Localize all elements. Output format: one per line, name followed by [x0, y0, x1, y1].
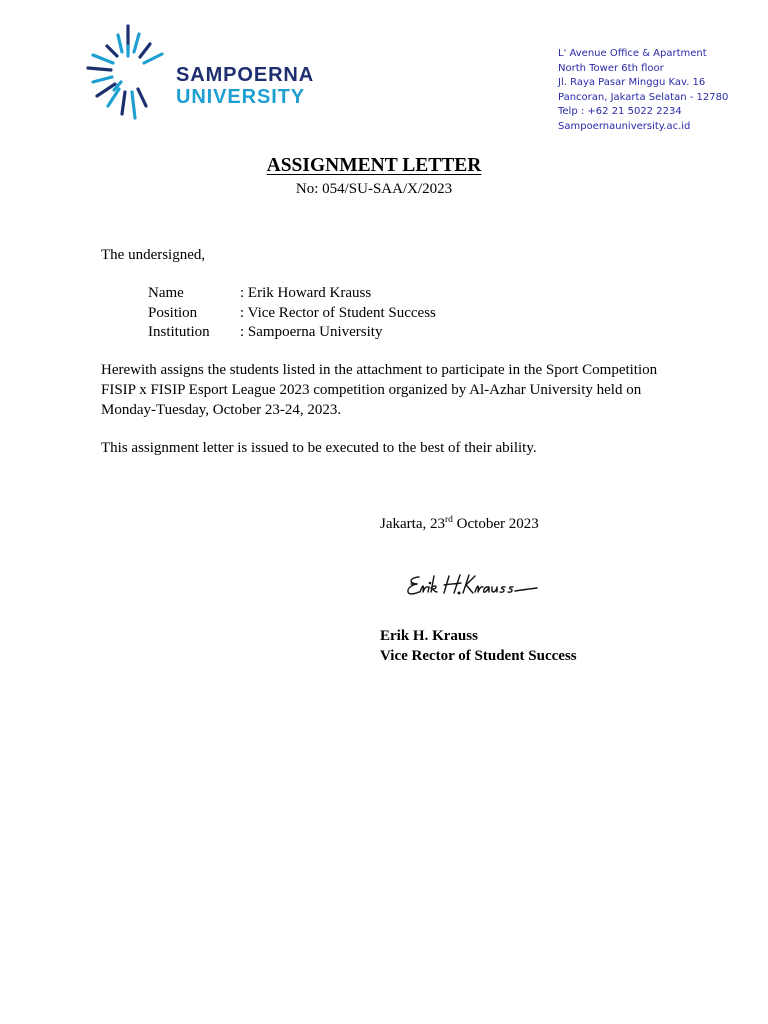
paragraph-line: FISIP x FISIP Esport League 2023 competition organized by Al-Azhar University held on: [101, 382, 642, 398]
logo-wordmark-line2: UNIVERSITY: [176, 86, 306, 108]
signatory-block: [380, 627, 577, 666]
identity-label: Institution: [148, 324, 210, 340]
identity-label: Name: [148, 285, 184, 301]
signatory-title: Vice Rector of Student Success: [380, 647, 577, 664]
identity-label: Position: [148, 304, 198, 321]
handwritten-signature: [405, 571, 540, 599]
address-line: Jl. Raya Pasar Minggu Kav. 16: [558, 77, 706, 88]
letter-number: No: 054/SU-SAA/X/2023: [295, 181, 453, 197]
date-ordinal: rd: [444, 515, 453, 525]
letter-title-text: ASSIGNMENT LETTER: [266, 155, 482, 176]
salutation: The undersigned,: [101, 247, 206, 263]
identity-value: : Sampoerna University: [240, 324, 383, 340]
address-line: North Tower 6th floor: [558, 62, 664, 74]
address-website: Sampoernauniversity.ac.id: [558, 120, 691, 132]
closing-paragraph: This assignment letter is issued to be executed to the best of their ability.: [101, 440, 537, 456]
address-line: L' Avenue Office & Apartment: [558, 48, 707, 59]
date-prefix: Jakarta, 23: [380, 516, 445, 532]
logo-wordmark-line1: SAMPOERNA: [176, 64, 315, 86]
university-logo-burst-icon: [84, 22, 168, 122]
address-phone: Telp : +62 21 5022 2234: [558, 106, 682, 117]
letter-date: [380, 514, 539, 536]
signatory-name: Erik H. Krauss: [380, 628, 478, 644]
office-address: [558, 47, 728, 134]
date-suffix: October 2023: [452, 516, 539, 532]
paragraph-line: Monday-Tuesday, October 23-24, 2023.: [101, 402, 342, 418]
paragraph-line: Herewith assigns the students listed in the attachment to participate in the Sport Competition: [101, 362, 658, 378]
identity-value: : Vice Rector of Student Success: [240, 304, 436, 321]
identity-value: : Erik Howard Krauss: [240, 285, 372, 301]
letter-title: [0, 155, 748, 177]
address-line: Pancoran, Jakarta Selatan - 12780: [558, 91, 729, 103]
assignment-paragraph: [101, 360, 701, 420]
